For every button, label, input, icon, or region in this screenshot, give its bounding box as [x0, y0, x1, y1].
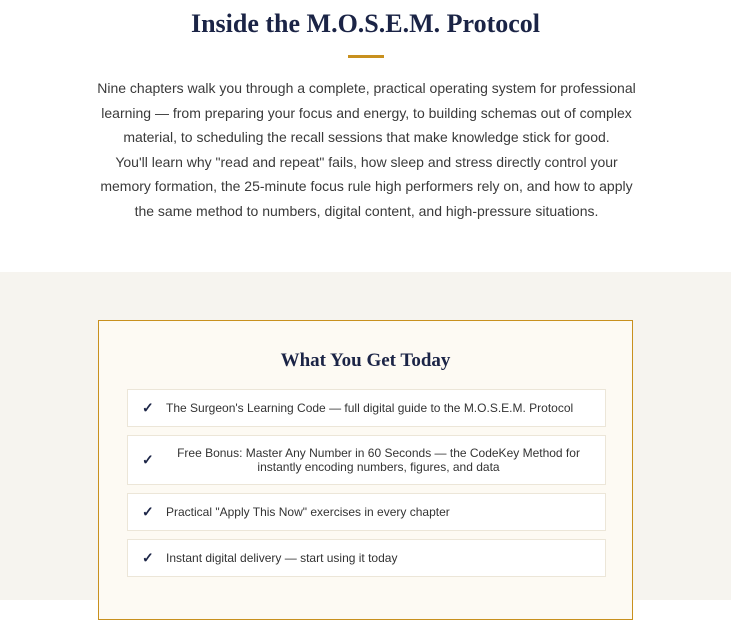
checkmark-icon: ✓ — [142, 451, 154, 468]
offer-item-exercises — [127, 493, 606, 531]
offer-item-text: Practical "Apply This Now" exercises in every chapter — [166, 505, 450, 519]
title-divider — [348, 55, 384, 58]
checkmark-icon: ✓ — [142, 549, 154, 566]
intro-description — [96, 76, 637, 223]
offer-item-bonus — [127, 435, 606, 485]
offer-title: What You Get Today — [280, 350, 451, 371]
offer-item-text: Instant digital delivery — start using it today — [166, 551, 398, 565]
offer-section — [0, 272, 731, 600]
checkmark-icon: ✓ — [142, 503, 154, 520]
checkmark-icon: ✓ — [142, 399, 154, 416]
offer-item-text: The Surgeon's Learning Code — full digital guide to the M.O.S.E.M. Protocol — [166, 401, 574, 415]
intro-paragraph-1: Nine chapters walk you through a complete, practical operating system for professional learning — from preparing your focus and energy, to building schemas out of complex material, to scheduling the recall sessions that make knowledge stick for good. — [97, 80, 636, 145]
intro-section — [0, 0, 731, 272]
offer-item-text: Free Bonus: Master Any Number in 60 Seconds — the CodeKey Method for instantly encoding numbers, figures, and data — [177, 446, 580, 474]
offer-item-guide — [127, 389, 606, 427]
intro-paragraph-2: You'll learn why "read and repeat" fails, how sleep and stress directly control your memory formation, the 25-minute focus rule high performers rely on, and how to apply the same method to numbers, digital content, and high-pressure situations. — [100, 153, 633, 219]
offer-item-delivery — [127, 539, 606, 577]
offer-box — [98, 320, 633, 620]
section-title: Inside the M.O.S.E.M. Protocol — [190, 9, 541, 38]
